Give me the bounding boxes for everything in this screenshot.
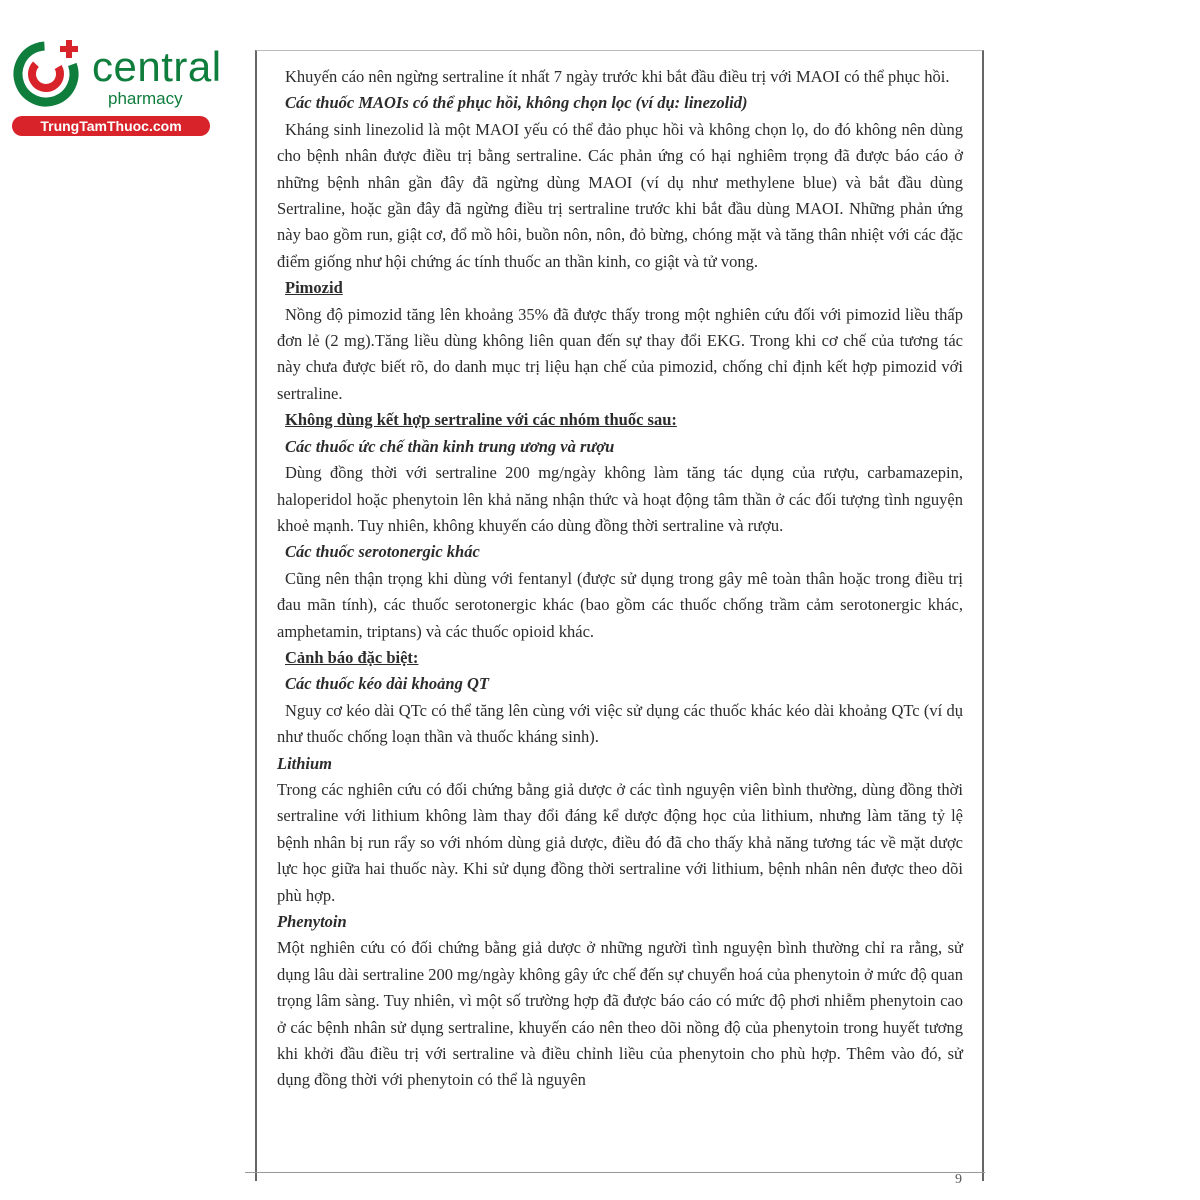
brand-name: central <box>92 43 222 90</box>
section-heading: Các thuốc serotonergic khác <box>285 542 480 562</box>
brand-website: TrungTamThuoc.com <box>12 116 210 136</box>
paragraph: Nồng độ pimozid tăng lên khoảng 35% đã được thấy trong một nghiên cứu đối với pimozid liều thấp đơn lẻ (2 mg).Tăng liều dùng không liên quan đến sự thay đổi EKG. Trong khi cơ chế của tương tác này chưa được biết rõ, do danh mục trị liệu hạn chế của pimozid, chống chỉ định kết hợp pimozid với sertraline. <box>277 304 963 403</box>
section-heading: Pimozid <box>285 278 343 298</box>
paragraph: Cũng nên thận trọng khi dùng với fentanyl (được sử dụng trong gây mê toàn thân hoặc trong điều trị đau mãn tính), các thuốc serotonergic khác (bao gồm các thuốc chống trầm cảm serotonergic khác, amphetamin, triptans) và các thuốc opioid khác. <box>277 568 963 641</box>
section-heading: Cảnh báo đặc biệt: <box>285 647 419 667</box>
paragraph: Khuyến cáo nên ngừng sertraline ít nhất 7 ngày trước khi bắt đầu điều trị với MAOI có thể phục hồi. <box>285 67 950 86</box>
brand-subtitle: pharmacy <box>108 89 183 108</box>
document-frame-bottom <box>245 1172 985 1173</box>
page-number: 9 <box>955 1172 962 1187</box>
paragraph: Trong các nghiên cứu có đối chứng bằng giả dược ở các tình nguyện viên bình thường, dùng đồng thời sertraline với lithium không làm thay đổi đáng kể dược động học của lithium, nhưng làm tăng tỷ lệ bệnh nhân bị run rẩy so với nhóm dùng giả dược, điều đó đã cho thấy khả năng tương tác về mặt dược lực học giữa hai thuốc này. Khi sử dụng đồng thời sertraline với lithium, bệnh nhân nên được theo dõi phù hợp. <box>277 779 963 905</box>
central-logo-icon <box>10 36 90 116</box>
paragraph: Nguy cơ kéo dài QTc có thể tăng lên cùng với việc sử dụng các thuốc khác kéo dài khoảng QTc (ví dụ như thuốc chống loạn thần và thuốc kháng sinh). <box>277 700 963 747</box>
document-body <box>277 64 963 1094</box>
section-heading: Phenytoin <box>277 912 347 931</box>
section-heading: Các thuốc kéo dài khoảng QT <box>285 674 489 694</box>
paragraph: Một nghiên cứu có đối chứng bằng giả dược ở những người tình nguyện bình thường chỉ ra rằng, sử dụng lâu dài sertraline 200 mg/ngày không gây ức chế đến sự chuyển hoá của phenytoin ở mức độ quan trọng lâm sàng. Tuy nhiên, vì một số trường hợp đã được báo cáo có mức độ phơi nhiễm phenytoin cao ở các bệnh nhân sử dụng sertraline, khuyến cáo nên theo dõi nồng độ của phenytoin trong huyết tương khi khởi đầu điều trị với sertraline và điều chỉnh liều của phenytoin cho phù hợp. Thêm vào đó, sử dụng đồng thời với phenytoin có thể là nguyên <box>277 938 963 1090</box>
central-pharmacy-logo <box>10 36 220 136</box>
section-heading: Không dùng kết hợp sertraline với các nhóm thuốc sau: <box>285 410 677 430</box>
paragraph: Kháng sinh linezolid là một MAOI yếu có thể đảo phục hồi và không chọn lọ, do đó không nên dùng cho bệnh nhân được điều trị bằng sertraline. Các phản ứng có hại nghiêm trọng đã được báo cáo ở những bệnh nhân gần đây đã ngừng dùng MAOI (ví dụ như methylene blue) và bắt đầu dùng Sertraline, hoặc gần đây đã ngừng điều trị sertraline trước khi bắt đầu dùng MAOI. Những phản ứng này bao gồm run, giật cơ, đổ mồ hôi, buồn nôn, nôn, đỏ bừng, chóng mặt và tăng thân nhiệt với các đặc điểm giống như hội chứng ác tính thuốc an thần kinh, co giật và tử vong. <box>277 119 963 271</box>
section-heading: Lithium <box>277 753 333 773</box>
paragraph: Dùng đồng thời với sertraline 200 mg/ngày không làm tăng tác dụng của rượu, carbamazepin, haloperidol hoặc phenytoin lên khả năng nhận thức và hoạt động tâm thần ở các đối tượng tình nguyện khoẻ mạnh. Tuy nhiên, không khuyến cáo dùng đồng thời sertraline và rượu. <box>277 463 963 535</box>
section-heading: Các thuốc MAOIs có thể phục hồi, không chọn lọc (ví dụ: linezolid) <box>285 93 748 113</box>
section-heading: Các thuốc ức chế thần kinh trung ương và rượu <box>285 436 615 456</box>
